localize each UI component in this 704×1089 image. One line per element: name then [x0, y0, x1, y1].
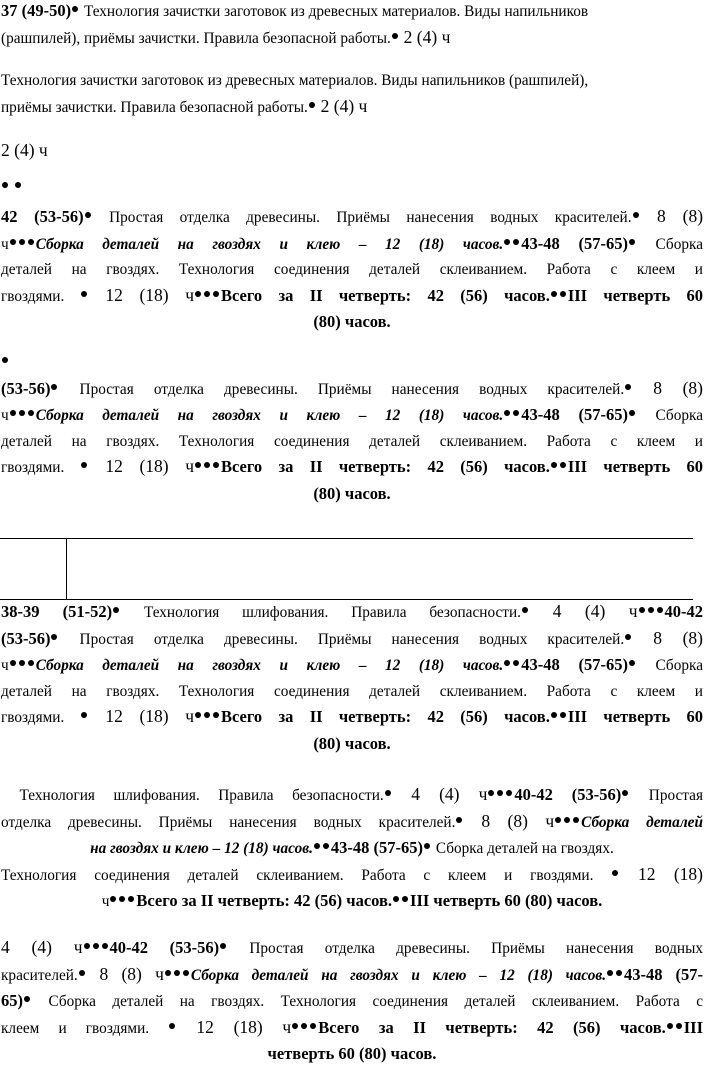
- bullet-icon: [676, 1023, 682, 1029]
- bullet-icon: [639, 607, 645, 613]
- bullet-icon: [616, 970, 622, 976]
- bullet-icon: [292, 1023, 298, 1029]
- bullet-icon: [128, 896, 134, 902]
- lesson-hours: 2 (4) ч: [1, 140, 48, 160]
- bullet-icon: [10, 239, 16, 245]
- lesson-topic: Простая отделка древесины. Приёмы нанесения водных красителей.: [79, 380, 625, 398]
- lesson-topic-2: деталей на гвоздях. Технология соединения деталей склеиванием. Работа с клеем и: [1, 682, 703, 700]
- bullet-icon: [51, 384, 57, 390]
- bullet-icon: [119, 896, 125, 902]
- bullet-icon: [629, 239, 635, 245]
- lesson-hours: 8 (8): [656, 206, 704, 226]
- bullet-icon: [402, 896, 408, 902]
- bullet-icon: [2, 357, 8, 363]
- bullet-icon: [573, 817, 579, 823]
- bullet-icon: [19, 660, 25, 666]
- bullet-icon: [19, 410, 25, 416]
- lesson-topic-2-cont: Технология соединения деталей склеиванием. Работа с клеем и гвоздями.: [1, 866, 594, 884]
- quarter-heading: III четверть 60 (80) часов.: [410, 891, 603, 910]
- bullet-icon: [560, 712, 566, 718]
- quarter-heading-cont: (80) часов.: [313, 312, 391, 331]
- bullet-icon: [204, 291, 210, 297]
- bullet-icon: [309, 102, 315, 108]
- bullet-icon: [195, 291, 201, 297]
- bullet-icon: [174, 970, 180, 976]
- quarter-total: Всего за II четверть: 42 (56) часов.: [136, 891, 393, 910]
- lesson-hours-2: 12 (18) ч: [105, 284, 194, 305]
- quarter-heading-cont: четверть 60 (80) часов.: [267, 1044, 437, 1063]
- bullet-icon: [110, 896, 116, 902]
- bullet-icon: [169, 1023, 175, 1029]
- lesson-number-2: 43-48 (57-65): [330, 838, 423, 857]
- bullet-icon: [183, 970, 189, 976]
- bullet-icon: [195, 712, 201, 718]
- bullet-icon: [560, 291, 566, 297]
- lesson-number-next: 40-42 (53-56): [109, 938, 220, 957]
- section-title: Сборка деталей на гвоздях и клею – 12 (18) часов.: [190, 966, 607, 984]
- topic-block-repeat-2: (53-56) Простая отделка древесины. Приёмы нанесения водных красителей. 8 (8) ч Сборка деталей на гвоздях и клею – 12 (18) часов. 43-48 (57-65) Сборка деталей на гвоздях. Технология соединения деталей склеиванием. Работа с клеем и гвоздями. 12 (18) ч Всего за II четверть: 42 (56) часов. III четверть 60 (80) часов.: [1, 350, 703, 507]
- lesson-hours: 8 (8): [653, 377, 703, 398]
- bullet-icon: [204, 712, 210, 718]
- bullet-icon: [204, 462, 210, 468]
- lesson-number-2: 43-48 (57-: [624, 964, 704, 984]
- lesson-hours-next: 8 (8): [653, 627, 703, 648]
- lesson-number: (53-56): [1, 378, 51, 398]
- bullet-icon: [657, 607, 663, 613]
- lesson-hours: 2 (4) ч: [403, 26, 451, 47]
- bullet-icon: [513, 410, 519, 416]
- lesson-number-next: 40-42 (53-56): [514, 785, 622, 804]
- section-title: Сборка деталей на гвоздях и клею – 12 (18) часов.: [35, 407, 504, 424]
- lesson-number: 38-39 (51-52): [1, 602, 113, 621]
- quarter-heading: III четверть 60: [567, 707, 704, 726]
- lesson-topic: Технология зачистки заготовок из древесных материалов. Виды напильников (рашпилей),: [1, 72, 589, 89]
- bullet-icon: [81, 462, 87, 468]
- bullet-icon: [24, 996, 30, 1002]
- bullet-icon: [51, 634, 57, 640]
- bullet-icon: [213, 462, 219, 468]
- quarter-heading-cont: (80) часов.: [313, 483, 391, 503]
- topic-block-42: 42 (53-56) Простая отделка древесины. Приёмы нанесения водных красителей. 8 (8) ч Сборка деталей на гвоздях и клею – 12 (18) часов. 43-48 (57-65) Сборка деталей на гвоздях. Технология соединения деталей склеиванием. Работа с клеем и гвоздями. 12 (18) ч Всего за II четверть: 42 (56) часов. III четверть 60 (80) часов.: [1, 206, 704, 331]
- lesson-topic-cont: приёмы зачистки. Правила безопасной работы.: [1, 98, 308, 116]
- lesson-topic: Технология шлифования. Правила безопасности.: [19, 787, 384, 804]
- lesson-topic-cont: (рашпилей), приёмы зачистки. Правила безопасной работы.: [1, 29, 391, 47]
- bullet-icon: [81, 291, 87, 297]
- bullet-icon: [504, 410, 510, 416]
- bullet-icon: [93, 943, 99, 949]
- bullet-icon: [560, 462, 566, 468]
- bullet-icon: [314, 843, 320, 849]
- bullet-icon: [551, 462, 557, 468]
- lesson-hours: 2 (4) ч: [320, 95, 368, 116]
- lesson-topic: Простая отделка древесины. Приёмы нанесения водных красителей.: [109, 209, 632, 226]
- section-title-cont: на гвоздях и клею – 12 (18) часов.: [90, 840, 313, 857]
- lesson-topic-2: Сборка деталей на гвоздях. Технология соединения деталей склеиванием. Работа с: [48, 993, 704, 1010]
- bullet-icon: [667, 1023, 673, 1029]
- lesson-hours-2: 12 (18) ч: [196, 1016, 292, 1037]
- topic-block-repeat-4: 4 (4) ч 40-42 (53-56) Простая отделка древесины. Приёмы нанесения водных красителей. 8 (8) ч Сборка деталей на гвоздях и клею – 12 (18) часов. 43-48 (57- 65) Сборка деталей на гвоздях. Технология соединения деталей склеиванием. Работа с клеем и гвоздями. 12 (18) ч Всего за II четверть: 42 (56) часов. III четверть 60 (80) часов.: [1, 937, 704, 1063]
- bullet-icon: [220, 943, 226, 949]
- bullet-icon: [506, 790, 512, 796]
- bullet-icon: [625, 634, 631, 640]
- lesson-topic-2: деталей на гвоздях. Технология соединения деталей склеиванием. Работа с клеем и: [1, 261, 703, 278]
- bullet-icon: [497, 790, 503, 796]
- bullet-icon: [310, 1023, 316, 1029]
- bullet-icon: [195, 462, 201, 468]
- bullet-icon: [213, 712, 219, 718]
- bullet-icon: [456, 817, 462, 823]
- bullet-icon: [607, 970, 613, 976]
- lesson-number-2: 43-48 (57-65): [521, 233, 629, 253]
- quarter-heading: III: [683, 1017, 703, 1037]
- lesson-hours-next: 8 (8) ч: [99, 963, 164, 984]
- bullet-line: [1, 175, 703, 201]
- bullet-icon: [551, 712, 557, 718]
- quarter-heading: III четверть 60: [567, 457, 704, 476]
- topic-block-38-39: 38-39 (51-52) Технология шлифования. Правила безопасности. 4 (4) ч 40-42 (53-56) Простая отделка древесины. Приёмы нанесения водных красителей. 8 (8) ч Сборка деталей на гвоздях и клею – 12 (18) часов. 43-48 (57-65) Сборка деталей на гвоздях. Технология соединения деталей склеиванием. Работа с клеем и гвоздями. 12 (18) ч Всего за II четверть: 42 (56) часов. III четверть 60 (80) часов.: [1, 601, 704, 753]
- bullet-icon: [393, 896, 399, 902]
- quarter-total: Всего за II четверть: 42 (56) часов.: [221, 285, 550, 305]
- lesson-number: 37 (49-50): [1, 1, 72, 20]
- bullet-icon: [19, 239, 25, 245]
- lesson-topic-2: деталей на гвоздях. Технология соединения деталей склеиванием. Работа с клеем и: [1, 432, 703, 450]
- bullet-icon: [629, 410, 635, 416]
- bullet-icon: [385, 790, 391, 796]
- bullet-icon: [113, 607, 119, 613]
- lesson-number-2: 43-48 (57-65): [521, 405, 629, 424]
- quarter-heading: III четверть 60: [567, 285, 704, 305]
- lesson-hours-next: 8 (8) ч: [481, 810, 555, 831]
- quarter-heading-cont: (80) часов.: [313, 733, 391, 753]
- section-title: Сборка деталей на гвоздях и клею – 12 (18) часов.: [35, 235, 504, 253]
- lesson-hours-2: 12 (18) ч: [105, 706, 194, 726]
- lesson-hours-2: 12 (18): [638, 863, 703, 884]
- quarter-total: Всего за II четверть: 42 (56) часов.: [221, 457, 550, 476]
- table-rule-top: [0, 538, 693, 539]
- section-title: Сборка деталей: [581, 813, 703, 831]
- lesson-topic-next: Простая отделка древесины. Приёмы нанесения водных красителей.: [79, 630, 625, 648]
- topic-block-repeat-3: Технология шлифования. Правила безопасности. 4 (4) ч 40-42 (53-56) Простая отделка древесины. Приёмы нанесения водных красителей. 8 (8) ч Сборка деталей на гвоздях и клею – 12 (18) часов. 43-48 (57-65) Сборка деталей на гвоздях. Технология соединения деталей склеиванием. Работа с клеем и гвоздями. 12 (18) ч Всего за II четверть: 42 (56) часов. III четверть 60 (80) часов.: [1, 784, 703, 910]
- bullet-icon: [551, 291, 557, 297]
- bullet-icon: [504, 239, 510, 245]
- bullet-icon: [28, 239, 34, 245]
- bullet-icon: [424, 843, 430, 849]
- bullet-icon: [2, 182, 8, 188]
- lesson-number-2: 43-48 (57-65): [521, 655, 629, 674]
- topic-block-37: [1, 0, 703, 51]
- bullet-icon: [392, 33, 398, 39]
- bullet-icon: [84, 943, 90, 949]
- bullet-icon: [15, 182, 21, 188]
- lesson-hours: 4 (4) ч: [552, 601, 638, 621]
- quarter-total: Всего за II четверть: 42 (56) часов.: [318, 1017, 666, 1037]
- bullet-icon: [513, 660, 519, 666]
- lesson-hours-2: 12 (18) ч: [105, 456, 194, 476]
- lesson-hours: 4 (4) ч: [411, 784, 488, 804]
- bullet-icon: [612, 870, 618, 876]
- bullet-icon: [648, 607, 654, 613]
- bullet-icon: [522, 607, 528, 613]
- bullet-icon: [28, 410, 34, 416]
- bullet-icon: [301, 1023, 307, 1029]
- bullet-icon: [72, 6, 78, 12]
- bullet-icon: [488, 790, 494, 796]
- bullet-icon: [81, 712, 87, 718]
- quarter-total: Всего за II четверть: 42 (56) часов.: [221, 707, 550, 726]
- bullet-icon: [28, 660, 34, 666]
- bullet-icon: [10, 660, 16, 666]
- bullet-icon: [555, 817, 561, 823]
- lesson-hours: 4 (4) ч: [1, 937, 83, 957]
- bullet-icon: [622, 790, 628, 796]
- bullet-icon: [629, 660, 635, 666]
- table-column-divider: [66, 538, 67, 599]
- bullet-icon: [102, 943, 108, 949]
- lesson-number: 42 (53-56): [1, 207, 84, 226]
- bullet-icon: [79, 970, 85, 976]
- hours-line: [1, 138, 703, 164]
- lesson-topic: Технология шлифования. Правила безопасности.: [143, 604, 521, 621]
- bullet-icon: [504, 660, 510, 666]
- topic-block-repeat-1: [1, 68, 703, 120]
- lesson-number-next: 40-42: [664, 602, 703, 621]
- lesson-topic-next: отделка древесины. Приёмы нанесения водных красителей.: [1, 813, 456, 831]
- bullet-icon: [513, 239, 519, 245]
- bullet-icon: [165, 970, 171, 976]
- bullet-icon: [625, 384, 631, 390]
- bullet-icon: [213, 291, 219, 297]
- section-title: Сборка деталей на гвоздях и клею – 12 (18) часов.: [35, 657, 504, 674]
- lesson-topic: Технология зачистки заготовок из древесных материалов. Виды напильников: [83, 3, 589, 20]
- bullet-icon: [323, 843, 329, 849]
- bullet-icon: [10, 410, 16, 416]
- lesson-topic-2: Сборка деталей на гвоздях.: [435, 840, 614, 857]
- bullet-icon: [85, 212, 91, 218]
- bullet-icon: [564, 817, 570, 823]
- lesson-topic-next: Простая отделка древесины. Приёмы нанесения водных: [249, 940, 704, 957]
- bullet-icon: [633, 212, 639, 218]
